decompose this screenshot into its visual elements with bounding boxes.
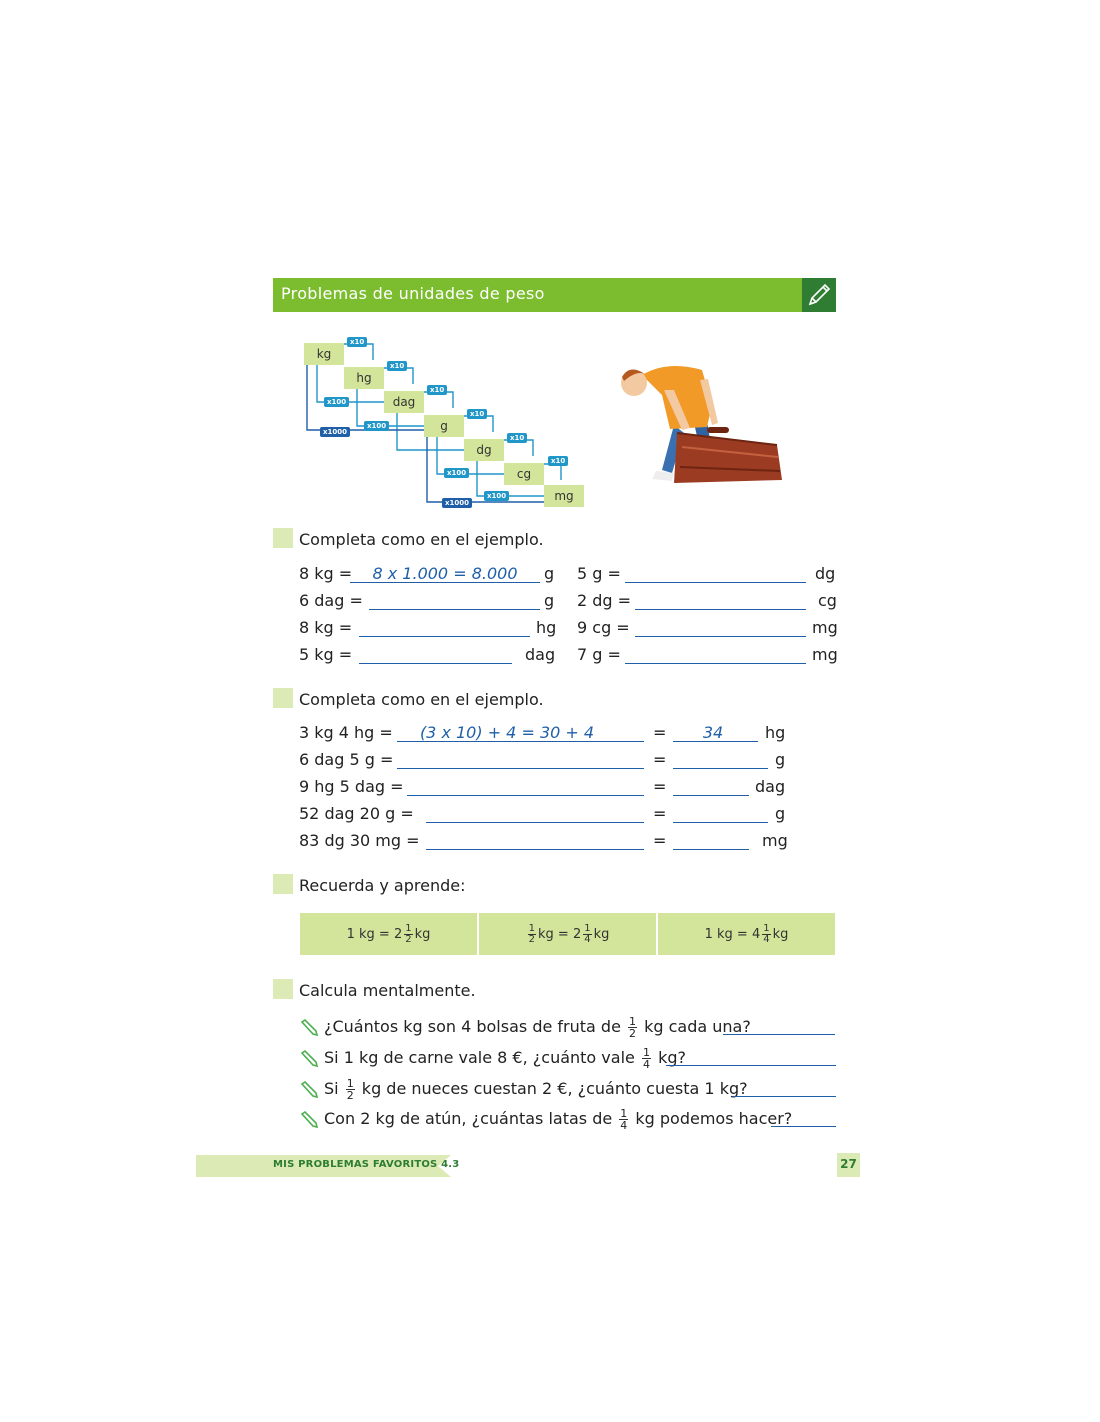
question-part: kg cada una? (644, 1017, 751, 1036)
footer-text: MIS PROBLEMAS FAVORITOS 4.3 (273, 1159, 460, 1170)
result-line[interactable] (673, 795, 749, 796)
answer-line[interactable] (625, 582, 806, 583)
section-marker (273, 688, 293, 708)
question-part: kg? (658, 1048, 686, 1067)
result-line[interactable] (673, 822, 768, 823)
answer-line[interactable] (666, 1065, 836, 1066)
unit-label: dag (755, 777, 786, 796)
unit-label: g (544, 564, 555, 583)
x100-tag: x100 (484, 491, 509, 501)
work-line[interactable] (397, 768, 644, 769)
fraction-numerator: 1 (405, 922, 412, 934)
equivalence-unit: kg (414, 926, 431, 942)
x10-tag: x10 (467, 409, 487, 419)
fraction (583, 924, 591, 945)
exercise-prompt: 7 g = (577, 645, 621, 664)
question-text (324, 1078, 748, 1101)
fraction-denominator: 4 (642, 1058, 650, 1071)
fraction-numerator: 1 (346, 1077, 354, 1090)
pencil-icon (299, 1110, 319, 1130)
unit-kg: kg (304, 343, 344, 365)
answer-line[interactable] (359, 663, 512, 664)
equivalence-unit: kg (593, 926, 610, 942)
exercise-prompt: 3 kg 4 hg = (299, 723, 393, 742)
section-title: Completa como en el ejemplo. (299, 690, 544, 709)
section-title: Calcula mentalmente. (299, 981, 476, 1000)
exercise-prompt: 2 dg = (577, 591, 632, 610)
answer-line[interactable] (733, 1096, 836, 1097)
exercise-prompt: 8 kg = (299, 564, 353, 583)
x10-tag: x10 (387, 361, 407, 371)
fraction-denominator: 4 (584, 933, 591, 945)
pencil-icon (802, 278, 836, 312)
pencil-icon (299, 1080, 319, 1100)
unit-label: mg (762, 831, 788, 850)
page-number: 27 (840, 1157, 857, 1171)
equivalence-unit: kg (772, 926, 789, 942)
unit-hg: hg (344, 367, 384, 389)
exercise-prompt: 5 kg = (299, 645, 353, 664)
section-marker (273, 979, 293, 999)
x100-tag: x100 (444, 468, 469, 478)
section-title: Recuerda y aprende: (299, 876, 466, 895)
answer-line[interactable] (635, 609, 806, 610)
example-answer: 8 x 1.000 = 8.000 (372, 564, 518, 583)
section-marker (273, 874, 293, 894)
pencil-icon (299, 1049, 319, 1069)
example-result: 34 (702, 723, 724, 742)
x10-tag: x10 (507, 433, 527, 443)
unit-cg: cg (504, 463, 544, 485)
x1000-tag: x1000 (320, 427, 350, 437)
answer-line[interactable] (635, 636, 806, 637)
exercise-prompt: 9 hg 5 dag = (299, 777, 404, 796)
fraction (628, 1016, 637, 1039)
fraction-numerator: 1 (620, 1107, 628, 1120)
unit-label: hg (536, 618, 557, 637)
fraction (762, 924, 770, 945)
equivalence-lhs: kg = 2 (538, 926, 582, 942)
fraction-numerator: 1 (528, 922, 535, 934)
fraction-denominator: 2 (528, 933, 535, 945)
fraction (528, 924, 536, 945)
fraction (346, 1078, 355, 1101)
unit-label: dg (815, 564, 836, 583)
section-marker (273, 528, 293, 548)
fraction (404, 924, 412, 945)
work-line[interactable] (426, 849, 644, 850)
x10-tag: x10 (548, 456, 568, 466)
equivalence-cell (300, 913, 479, 955)
fraction-numerator: 1 (763, 922, 770, 934)
pencil-icon (299, 1018, 319, 1038)
question-text (324, 1047, 686, 1070)
question-part: kg podemos hacer? (635, 1109, 793, 1128)
work-line[interactable] (407, 795, 644, 796)
result-line[interactable] (673, 768, 768, 769)
x100-tag: x100 (324, 397, 349, 407)
equivalence-lhs: 1 kg = 4 (704, 926, 761, 942)
equals-sign: = (653, 777, 667, 796)
unit-label: g (775, 804, 786, 823)
exercise-prompt: 6 dag 5 g = (299, 750, 394, 769)
question-part: Si (324, 1079, 339, 1098)
unit-conversion-diagram (295, 330, 595, 515)
fraction-numerator: 1 (629, 1015, 637, 1028)
exercise-prompt: 8 kg = (299, 618, 353, 637)
unit-label: g (775, 750, 786, 769)
unit-mg: mg (544, 485, 584, 507)
answer-line[interactable] (723, 1034, 835, 1035)
section-title: Completa como en el ejemplo. (299, 530, 544, 549)
fraction-numerator: 1 (642, 1046, 650, 1059)
fraction-numerator: 1 (584, 922, 591, 934)
result-line[interactable] (673, 849, 749, 850)
equals-sign: = (653, 831, 667, 850)
example-work: (3 x 10) + 4 = 30 + 4 (419, 723, 595, 742)
exercise-prompt: 6 dag = (299, 591, 363, 610)
equivalence-cell (658, 913, 835, 955)
fraction-denominator: 2 (405, 933, 412, 945)
exercise-prompt: 9 cg = (577, 618, 630, 637)
question-part: Con 2 kg de atún, ¿cuántas latas de (324, 1109, 613, 1128)
answer-line[interactable] (771, 1126, 836, 1127)
page-title: Problemas de unidades de peso (281, 284, 545, 303)
equivalence-table (300, 913, 835, 955)
exercise-prompt: 52 dag 20 g = (299, 804, 414, 823)
question-part: ¿Cuántos kg son 4 bolsas de fruta de (324, 1017, 621, 1036)
equals-sign: = (653, 750, 667, 769)
question-text (324, 1016, 751, 1039)
boy-suitcase-illustration (612, 355, 792, 490)
x10-tag: x10 (347, 337, 367, 347)
equals-sign: = (653, 723, 667, 742)
fraction-denominator: 2 (346, 1089, 354, 1102)
unit-label: hg (765, 723, 786, 742)
question-text (324, 1108, 792, 1131)
work-line[interactable] (426, 822, 644, 823)
fraction (619, 1108, 628, 1131)
equals-sign: = (653, 804, 667, 823)
unit-dag: dag (384, 391, 424, 413)
fraction-denominator: 4 (620, 1119, 628, 1132)
unit-label: cg (818, 591, 837, 610)
unit-label: dag (525, 645, 556, 664)
unit-dg: dg (464, 439, 504, 461)
answer-line[interactable] (625, 663, 806, 664)
exercise-prompt: 83 dg 30 mg = (299, 831, 420, 850)
x100-tag: x100 (364, 421, 389, 431)
unit-label: mg (812, 645, 838, 664)
question-part: Si 1 kg de carne vale 8 €, ¿cuánto vale (324, 1048, 635, 1067)
question-part: kg de nueces cuestan 2 €, ¿cuánto cuesta 1 kg? (361, 1079, 748, 1098)
unit-label: g (544, 591, 555, 610)
x10-tag: x10 (427, 385, 447, 395)
header-icon-box (802, 278, 836, 312)
answer-line[interactable] (359, 636, 530, 637)
fraction (642, 1047, 651, 1070)
unit-label: mg (812, 618, 838, 637)
answer-line[interactable] (369, 609, 540, 610)
fraction-denominator: 2 (629, 1027, 637, 1040)
fraction-denominator: 4 (763, 933, 770, 945)
equivalence-lhs: 1 kg = 2 (346, 926, 403, 942)
x1000-tag: x1000 (442, 498, 472, 508)
exercise-prompt: 5 g = (577, 564, 621, 583)
section-header (273, 278, 836, 312)
unit-g: g (424, 415, 464, 437)
equivalence-cell (479, 913, 658, 955)
